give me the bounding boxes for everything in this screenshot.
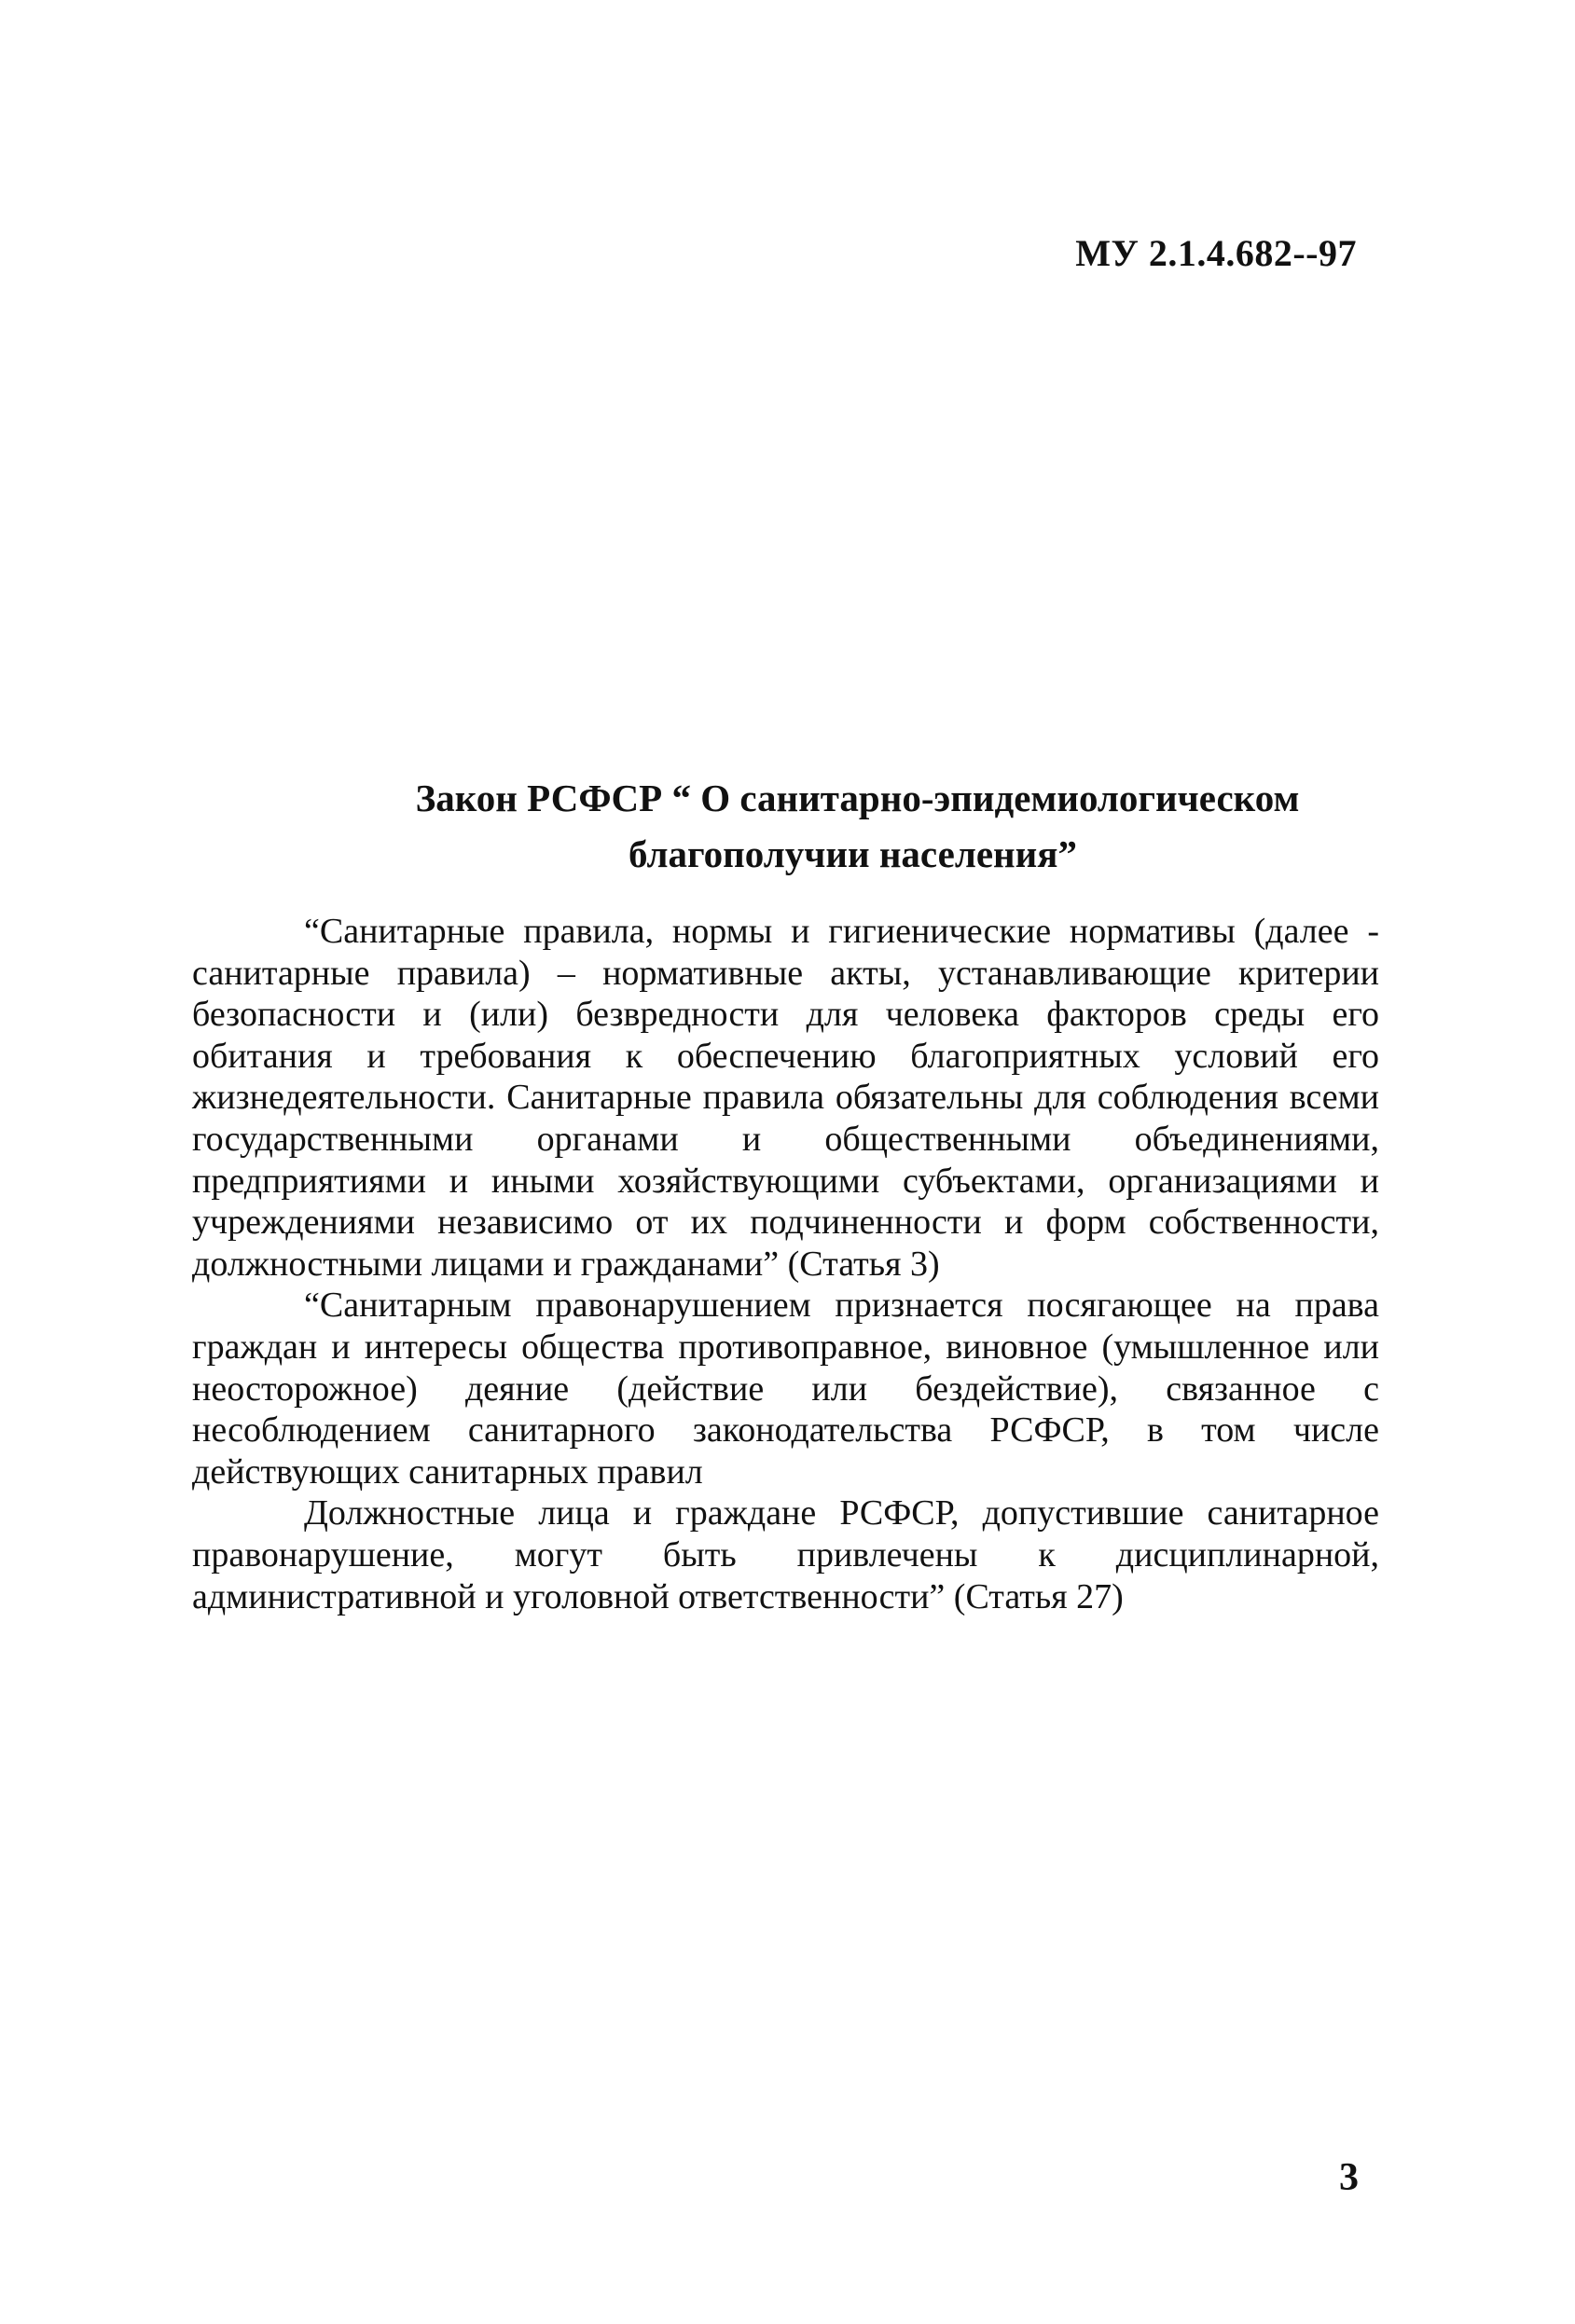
body-text [192, 911, 1379, 1617]
title-line-1: Закон РСФСР “ О санитарно-эпидемиологическом [415, 777, 1300, 819]
paragraph-article-27-part-1: “Санитарным правонарушением признается посягающее на права граждан и интересы общества противоправное, виновное (умышленное или неосторожное) деяние (действие или бездействие), связанное с несоблюдением санитарного законодательства РСФСР, в том числе действующих санитарных правил [192, 1286, 1379, 1492]
paragraph-article-27-part-2: Должностные лица и граждане РСФСР, допустившие санитарное правонарушение, могут быть привлечены к дисциплинарной, административной и уголовной ответственности” (Статья 27) [192, 1493, 1379, 1616]
paragraph-article-3: “Санитарные правила, нормы и гигиенические нормативы (далее - санитарные правила) – нормативные акты, устанавливающие критерии безопасности и (или) безвредности для человека факторов среды его обитания и требования к обеспечению благоприятных условий его жизнедеятельности. Санитарные правила обязательны для соблюдения всеми государственными органами и общественными объединениями, предприятиями и иными хозяйствующими субъектами, организациями и учреждениями независимо от их подчиненности и форм собственности, должностными лицами и гражданами” (Статья 3) [192, 912, 1379, 1284]
title-line-2: благополучии населения” [629, 832, 1077, 875]
document-title [0, 770, 1575, 882]
document-code: МУ 2.1.4.682--97 [1075, 232, 1357, 274]
page-number: 3 [1339, 2156, 1359, 2199]
